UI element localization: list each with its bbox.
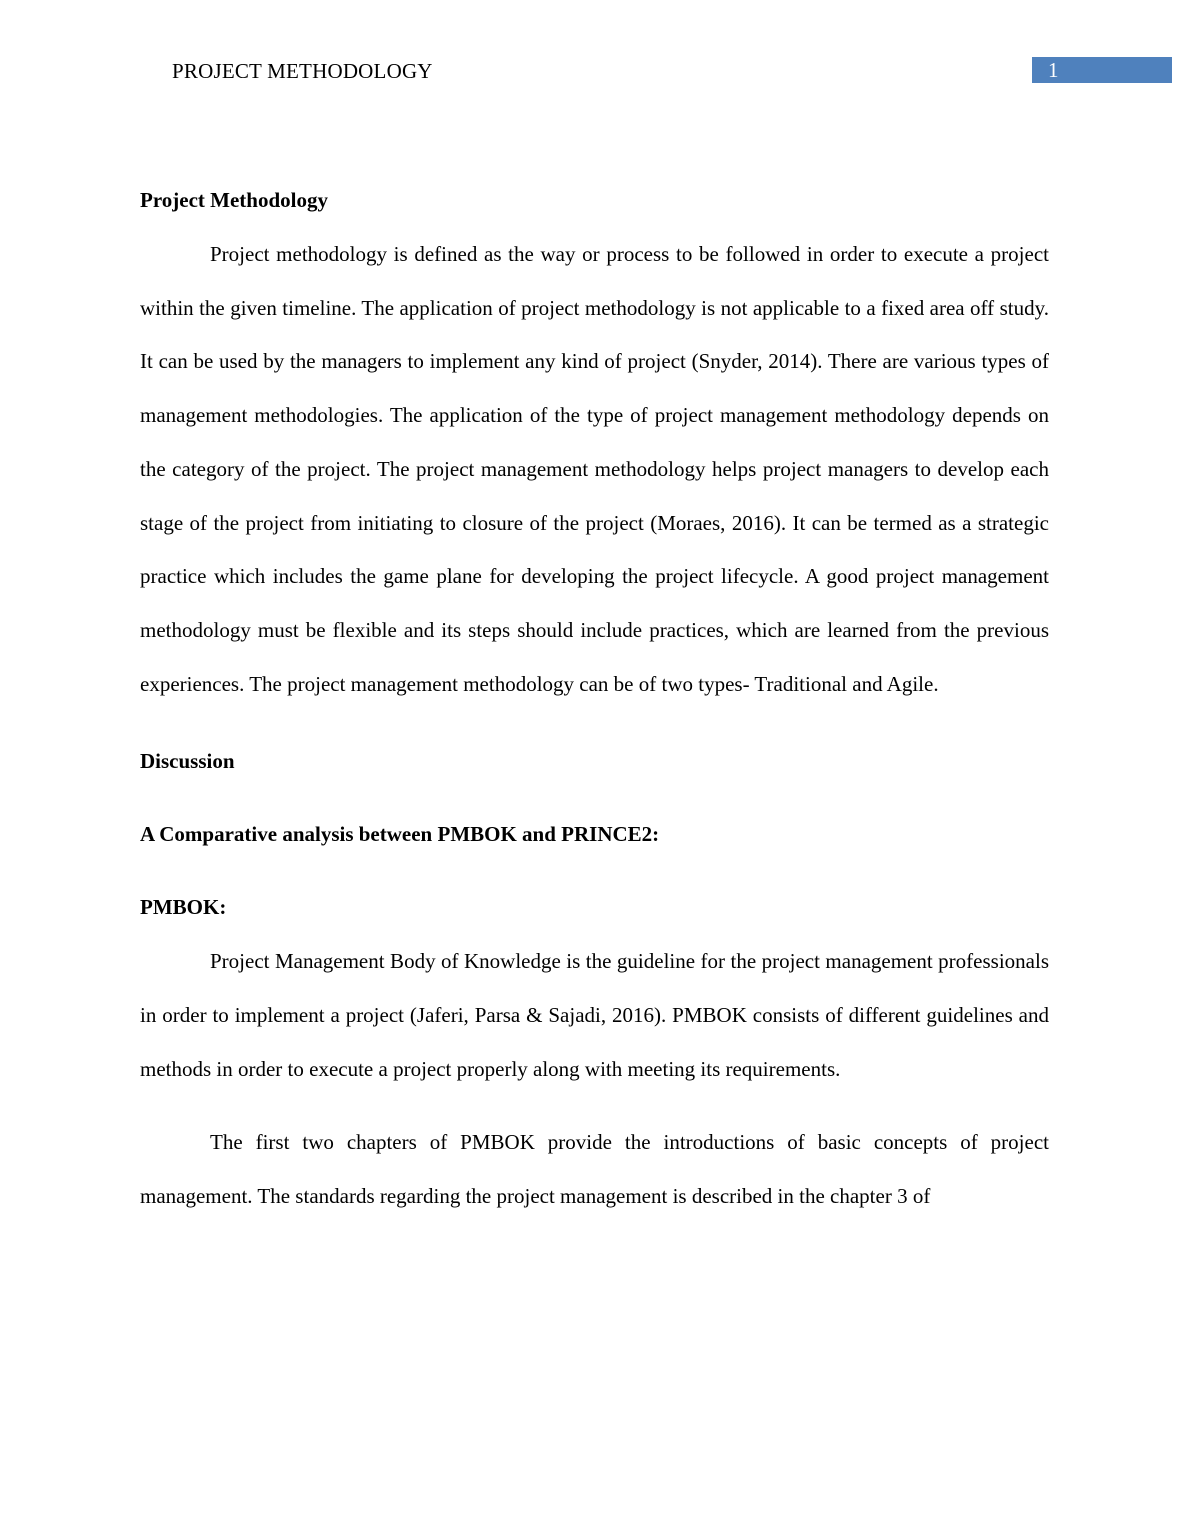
section-heading-pmbok: PMBOK:: [140, 895, 227, 920]
document-body: [140, 184, 1049, 1224]
section-heading-discussion: Discussion: [140, 749, 235, 774]
page-number: 1: [1048, 58, 1059, 82]
section-heading-comparative: A Comparative analysis between PMBOK and PRINCE2:: [140, 822, 660, 847]
section-heading-methodology: Project Methodology: [140, 188, 328, 212]
page-number-box: [1032, 57, 1172, 83]
pmbok-paragraph-2: The first two chapters of PMBOK provide the introductions of basic concepts of project management. The standards regarding the project management is described in the chapter 3 of: [140, 1130, 1049, 1209]
methodology-paragraph: Project methodology is defined as the way or process to be followed in order to execute a project within the given timeline. The application of project methodology is not applicable to a fixed area off study. It can be used by the managers to implement any kind of project (Snyder, 2014). There are various types of management methodologies. The application of the type of project management methodology depends on the category of the project. The project management methodology helps project managers to develop each stage of the project from initiating to closure of the project (Moraes, 2016). It can be termed as a strategic practice which includes the game plane for developing the project lifecycle. A good project management methodology must be flexible and its steps should include practices, which are learned from the previous experiences. The project management methodology can be of two types- Traditional and Agile.: [140, 242, 1049, 696]
running-head-title: PROJECT METHODOLOGY: [172, 59, 433, 83]
pmbok-paragraph-1: Project Management Body of Knowledge is the guideline for the project management professionals in order to implement a project (Jaferi, Parsa & Sajadi, 2016). PMBOK consists of different guidelines and methods in order to execute a project properly along with meeting its requirements.: [140, 949, 1049, 1081]
